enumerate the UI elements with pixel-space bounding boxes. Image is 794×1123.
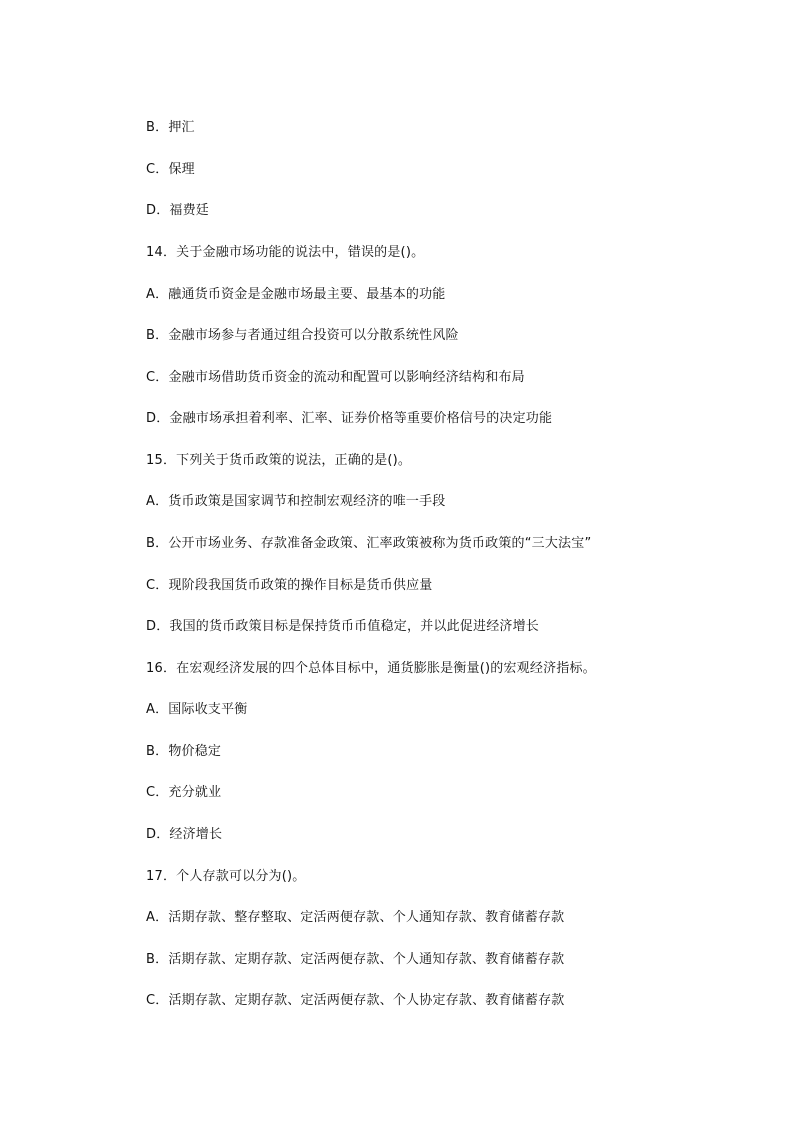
option-a-q17: A．活期存款、整存整取、定活两便存款、个人通知存款、教育储蓄存款 bbox=[146, 910, 565, 925]
option-c-q14: C．金融市场借助货币资金的流动和配置可以影响经济结构和布局 bbox=[146, 370, 525, 385]
option-c-q16: C．充分就业 bbox=[146, 785, 222, 800]
option-d-q13: D．福费廷 bbox=[146, 203, 210, 218]
option-a-q15: A．货币政策是国家调节和控制宏观经济的唯一手段 bbox=[146, 494, 446, 509]
option-a-q16: A．国际收支平衡 bbox=[146, 702, 248, 717]
option-c-q15: C．现阶段我国货币政策的操作目标是货币供应量 bbox=[146, 578, 433, 593]
question-15: 15．下列关于货币政策的说法，正确的是()。 bbox=[146, 453, 412, 468]
option-d-q16: D．经济增长 bbox=[146, 827, 223, 842]
option-b-q13: B．押汇 bbox=[146, 120, 195, 135]
option-c-q13: C．保理 bbox=[146, 162, 195, 177]
option-d-q14: D．金融市场承担着利率、汇率、证券价格等重要价格信号的决定功能 bbox=[146, 411, 553, 426]
option-a-q14: A．融通货币资金是金融市场最主要、最基本的功能 bbox=[146, 287, 446, 302]
question-16: 16．在宏观经济发展的四个总体目标中，通货膨胀是衡量()的宏观经济指标。 bbox=[146, 661, 596, 676]
option-b-q17: B．活期存款、定期存款、定活两便存款、个人通知存款、教育储蓄存款 bbox=[146, 952, 565, 967]
option-b-q14: B．金融市场参与者通过组合投资可以分散系统性风险 bbox=[146, 328, 459, 343]
option-b-q16: B．物价稳定 bbox=[146, 744, 222, 759]
question-17: 17．个人存款可以分为()。 bbox=[146, 869, 306, 884]
question-14: 14．关于金融市场功能的说法中，错误的是()。 bbox=[146, 245, 425, 260]
option-c-q17: C．活期存款、定期存款、定活两便存款、个人协定存款、教育储蓄存款 bbox=[146, 993, 565, 1008]
option-d-q15: D．我国的货币政策目标是保持货币币值稳定，并以此促进经济增长 bbox=[146, 619, 540, 634]
option-b-q15: B．公开市场业务、存款准备金政策、汇率政策被称为货币政策的“三大法宝” bbox=[146, 536, 592, 551]
